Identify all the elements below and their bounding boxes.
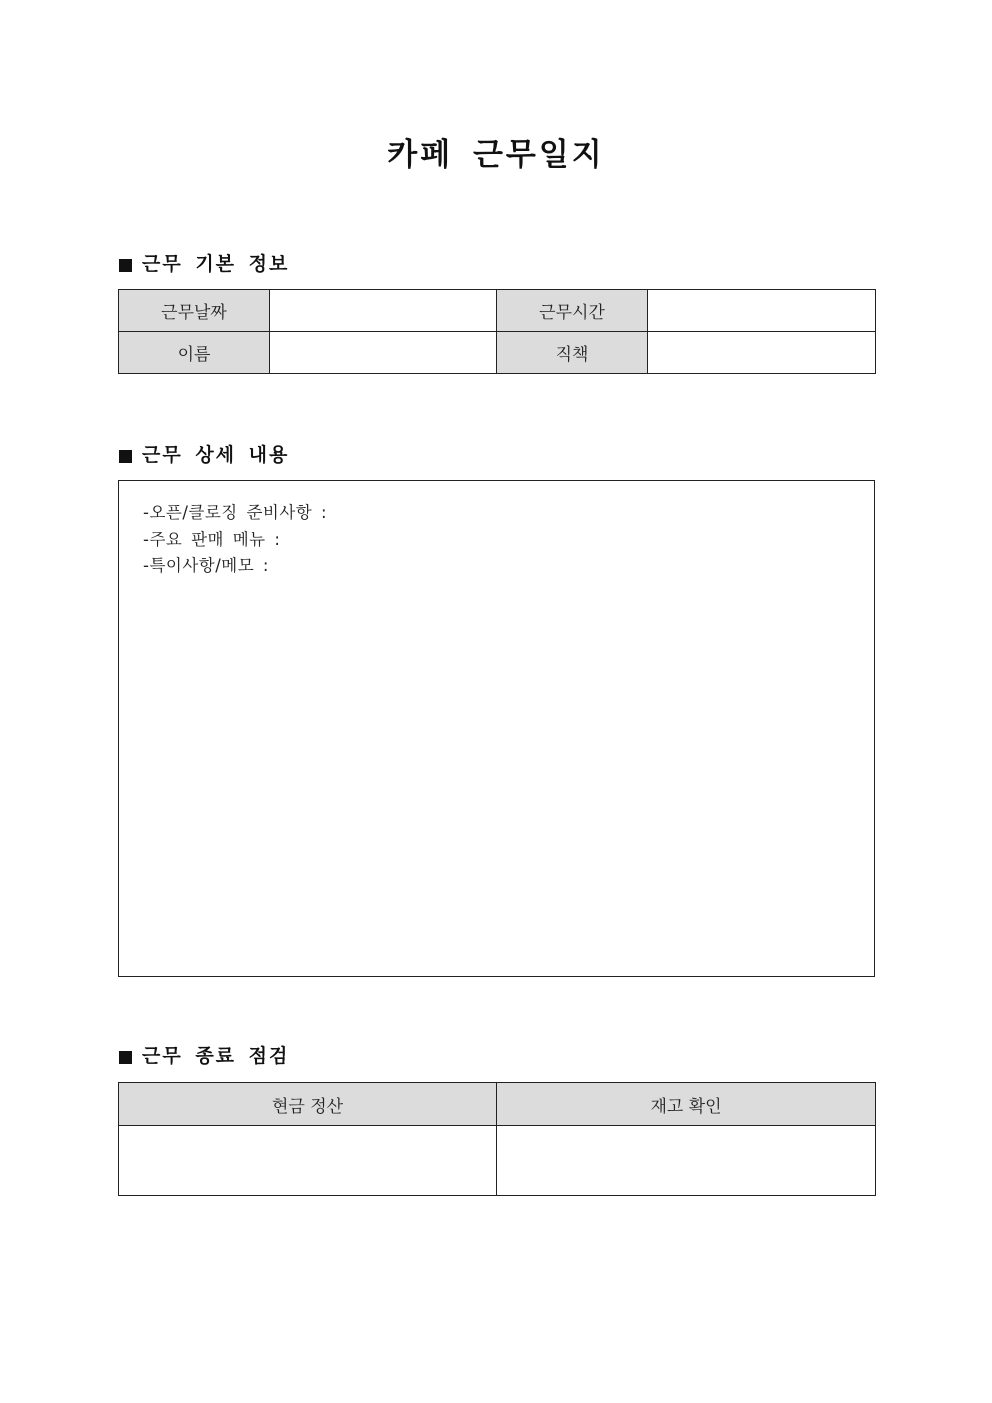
page-title: 카페 근무일지 [387, 137, 605, 173]
inventory-check-field[interactable] [497, 1126, 876, 1196]
basic-info-table [118, 289, 876, 374]
work-hours-label: 근무시간 [497, 290, 648, 332]
name-label: 이름 [119, 332, 270, 374]
memo-line: -특이사항/메모 : [143, 556, 269, 575]
section-heading-label: 근무 종료 점검 [142, 1045, 290, 1067]
position-field[interactable] [648, 332, 876, 374]
square-bullet-icon [119, 259, 132, 272]
work-date-label: 근무날짜 [119, 290, 270, 332]
name-field[interactable] [270, 332, 497, 374]
work-details-box[interactable] [118, 480, 875, 977]
section-heading-details [119, 442, 289, 468]
cash-settlement-label: 현금 정산 [119, 1083, 497, 1126]
work-details-text [143, 500, 327, 580]
table-row [119, 332, 876, 374]
table-row [119, 1083, 876, 1126]
inventory-check-label: 재고 확인 [497, 1083, 876, 1126]
prep-notes-line: -오픈/클로징 준비사항 : [143, 503, 328, 522]
square-bullet-icon [119, 450, 132, 463]
section-heading-label: 근무 기본 정보 [142, 253, 290, 275]
closing-check-table [118, 1082, 876, 1196]
main-menu-line: -주요 판매 메뉴 : [143, 529, 281, 549]
position-label: 직책 [497, 332, 648, 374]
table-row [119, 290, 876, 332]
cash-settlement-field[interactable] [119, 1126, 497, 1196]
section-heading-basic-info [119, 251, 289, 277]
work-hours-field[interactable] [648, 290, 876, 332]
table-row [119, 1126, 876, 1196]
section-heading-label: 근무 상세 내용 [142, 444, 290, 466]
work-date-field[interactable] [270, 290, 497, 332]
square-bullet-icon [119, 1051, 132, 1064]
section-heading-closing-check [119, 1043, 289, 1069]
